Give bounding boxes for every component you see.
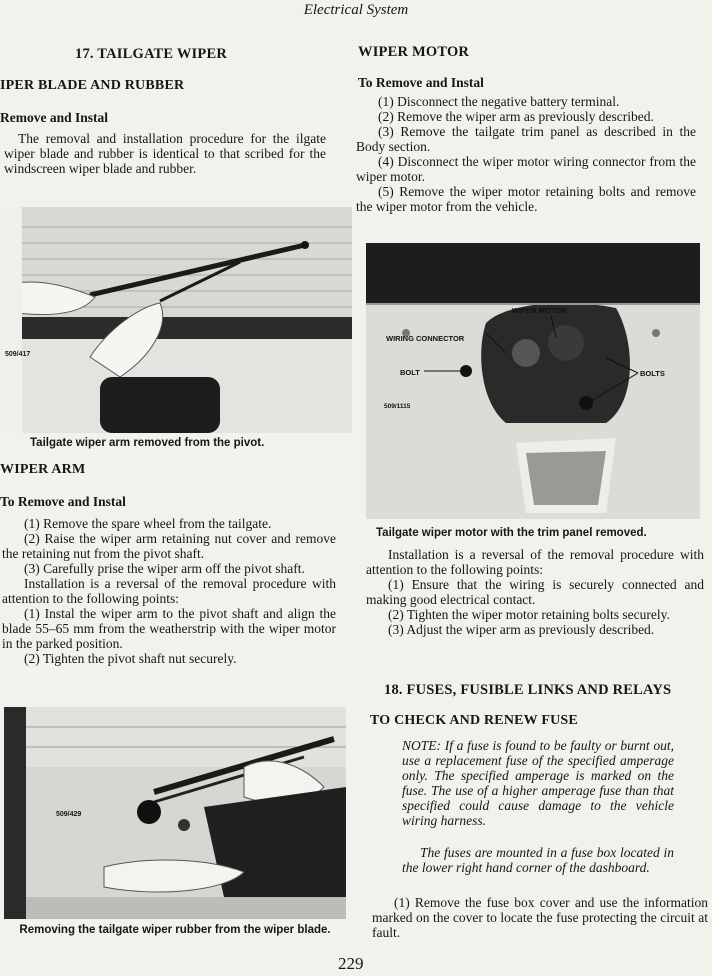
wiper-motor-subheading: To Remove and Instal bbox=[358, 75, 484, 90]
wiper-arm-step: (2) Raise the wiper arm retaining nut cover and remove the retaining nut from the pivot shaft. bbox=[2, 531, 336, 561]
wiper-arm-step: (3) Carefully prise the wiper arm off the pivot shaft. bbox=[24, 561, 305, 576]
photo-wiper-arm-removed-graphic bbox=[0, 207, 352, 433]
wiper-arm-install-step: (1) Instal the wiper arm to the pivot shaft and align the blade 55–65 mm from the weatherstrip with the wiper motor in the parked position. bbox=[2, 606, 336, 651]
label-bolts: BOLTS bbox=[640, 369, 665, 378]
wiper-arm-heading: WIPER ARM bbox=[0, 462, 86, 477]
wiper-motor-steps bbox=[356, 94, 696, 214]
wiper-motor-step: (2) Remove the wiper arm as previously described. bbox=[378, 109, 654, 124]
blade-heading: IPER BLADE AND RUBBER bbox=[0, 78, 185, 93]
label-bolt: BOLT bbox=[400, 368, 420, 377]
photo1-ref: 509/417 bbox=[5, 351, 31, 358]
wiper-arm-step: (1) Remove the spare wheel from the tailgate. bbox=[24, 516, 272, 531]
wiper-motor-step: (1) Disconnect the negative battery terminal. bbox=[378, 94, 620, 109]
wiper-motor-step: (4) Disconnect the wiper motor wiring connector from the wiper motor. bbox=[356, 154, 696, 184]
wiper-motor-install bbox=[366, 547, 704, 637]
fuse-step-1: (1) Remove the fuse box cover and use the information marked on the cover to locate the fuse protecting the circuit at fault. bbox=[372, 895, 708, 940]
fuse-heading: TO CHECK AND RENEW FUSE bbox=[370, 713, 578, 728]
blade-paragraph: The removal and installation procedure for the ilgate wiper blade and rubber is identical to that scribed for the windscreen wiper blade and rubber. bbox=[4, 131, 326, 176]
photo2-ref: 509/429 bbox=[56, 811, 82, 818]
wiper-motor-install-step: (3) Adjust the wiper arm as previously described. bbox=[388, 622, 655, 637]
fuse-note: NOTE: If a fuse is found to be faulty or burnt out, use a replacement fuse of the specified amperage only. The specified amperage is marked on the fuse. The use of a higher amperage fuse than that specified could cause damage to the vehicle wiring harness. bbox=[402, 738, 674, 828]
wiper-arm-subheading: To Remove and Instal bbox=[0, 494, 126, 509]
blade-subheading: Remove and Instal bbox=[0, 110, 109, 125]
page-number: 229 bbox=[338, 954, 364, 973]
photo-wiper-motor bbox=[366, 243, 700, 519]
wiper-motor-step: (3) Remove the tailgate trim panel as described in the Body section. bbox=[356, 124, 696, 154]
wiper-arm-install-step: (2) Tighten the pivot shaft nut securely. bbox=[24, 651, 237, 666]
wiper-arm-install-intro: Installation is a reversal of the removal procedure with attention to the following points: bbox=[2, 576, 336, 606]
photo-wiper-rubber-removal bbox=[4, 707, 346, 919]
wiper-motor-install-step: (2) Tighten the wiper motor retaining bolts securely. bbox=[388, 607, 670, 622]
wiper-motor-install-intro: Installation is a reversal of the removal procedure with attention to the following points: bbox=[366, 547, 704, 577]
photo3-caption: Tailgate wiper motor with the trim panel removed. bbox=[376, 527, 647, 539]
photo1-caption: Tailgate wiper arm removed from the pivot. bbox=[30, 437, 265, 449]
section-17-title: 17. TAILGATE WIPER bbox=[75, 46, 227, 62]
wiper-motor-step: (5) Remove the wiper motor retaining bolts and remove the wiper motor from the vehicle. bbox=[356, 184, 696, 214]
fuse-box-note: The fuses are mounted in a fuse box located in the lower right hand corner of the dashboard. bbox=[402, 845, 674, 875]
section-18-title: 18. FUSES, FUSIBLE LINKS AND RELAYS bbox=[384, 682, 672, 698]
wiper-motor-install-step: (1) Ensure that the wiring is securely connected and making good electrical contact. bbox=[366, 577, 704, 607]
label-wiper-motor: WIPER MOTOR bbox=[512, 306, 567, 315]
photo-wiper-arm-removed bbox=[0, 207, 352, 433]
running-header: Electrical System bbox=[303, 2, 409, 18]
photo3-ref: 509/1115 bbox=[384, 403, 411, 410]
wiper-motor-heading: WIPER MOTOR bbox=[358, 44, 470, 60]
photo2-caption: Removing the tailgate wiper rubber from the wiper blade. bbox=[19, 924, 331, 936]
photo-wiper-motor-graphic bbox=[366, 243, 700, 519]
label-wiring-connector: WIRING CONNECTOR bbox=[386, 334, 465, 343]
wiper-arm-steps bbox=[2, 516, 336, 666]
